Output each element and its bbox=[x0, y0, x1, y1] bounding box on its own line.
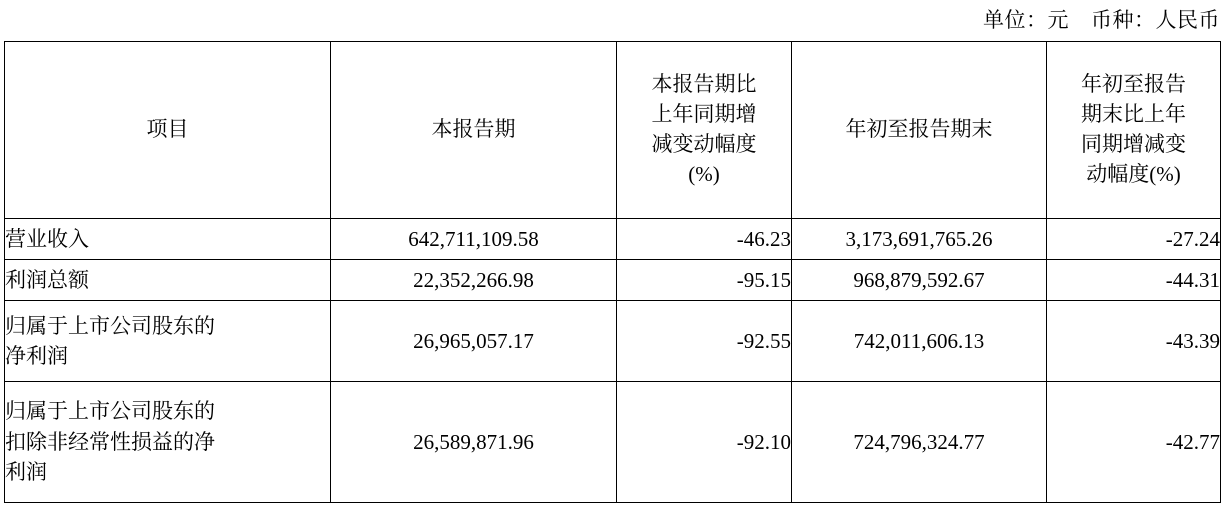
header-cell-period-change: 本报告期比 上年同期增 减变动幅度 (%) bbox=[617, 42, 792, 219]
unit-label: 单位：元 bbox=[983, 8, 1069, 32]
row-ytd-change: -42.77 bbox=[1047, 382, 1221, 503]
table-header bbox=[5, 42, 1221, 219]
row-ytd-value: 724,796,324.77 bbox=[792, 382, 1047, 503]
row-label: 归属于上市公司股东的 扣除非经常性损益的净 利润 bbox=[5, 382, 331, 503]
row-period-change: -95.15 bbox=[617, 260, 792, 301]
header-cell-item: 项目 bbox=[5, 42, 331, 219]
header-cell-ytd-change: 年初至报告 期末比上年 同期增减变 动幅度(%) bbox=[1047, 42, 1221, 219]
table-row bbox=[5, 301, 1221, 382]
row-period-change: -46.23 bbox=[617, 219, 792, 260]
row-ytd-value: 3,173,691,765.26 bbox=[792, 219, 1047, 260]
table-body bbox=[5, 219, 1221, 503]
header-cell-ytd: 年初至报告期末 bbox=[792, 42, 1047, 219]
row-period-value: 22,352,266.98 bbox=[331, 260, 617, 301]
header-cell-period: 本报告期 bbox=[331, 42, 617, 219]
row-label: 归属于上市公司股东的 净利润 bbox=[5, 301, 331, 382]
row-ytd-change: -27.24 bbox=[1047, 219, 1221, 260]
table-row bbox=[5, 260, 1221, 301]
row-period-value: 26,965,057.17 bbox=[331, 301, 617, 382]
row-label: 利润总额 bbox=[5, 260, 331, 301]
row-label: 营业收入 bbox=[5, 219, 331, 260]
row-ytd-value: 968,879,592.67 bbox=[792, 260, 1047, 301]
row-period-change: -92.10 bbox=[617, 382, 792, 503]
row-ytd-change: -44.31 bbox=[1047, 260, 1221, 301]
financial-summary-table bbox=[4, 41, 1221, 503]
currency-label: 币种：人民币 bbox=[1091, 8, 1220, 32]
row-period-value: 26,589,871.96 bbox=[331, 382, 617, 503]
row-ytd-change: -43.39 bbox=[1047, 301, 1221, 382]
row-period-change: -92.55 bbox=[617, 301, 792, 382]
table-row bbox=[5, 219, 1221, 260]
table-header-row bbox=[5, 42, 1221, 219]
unit-currency-note bbox=[983, 4, 1220, 34]
row-period-value: 642,711,109.58 bbox=[331, 219, 617, 260]
table-row bbox=[5, 382, 1221, 503]
row-ytd-value: 742,011,606.13 bbox=[792, 301, 1047, 382]
